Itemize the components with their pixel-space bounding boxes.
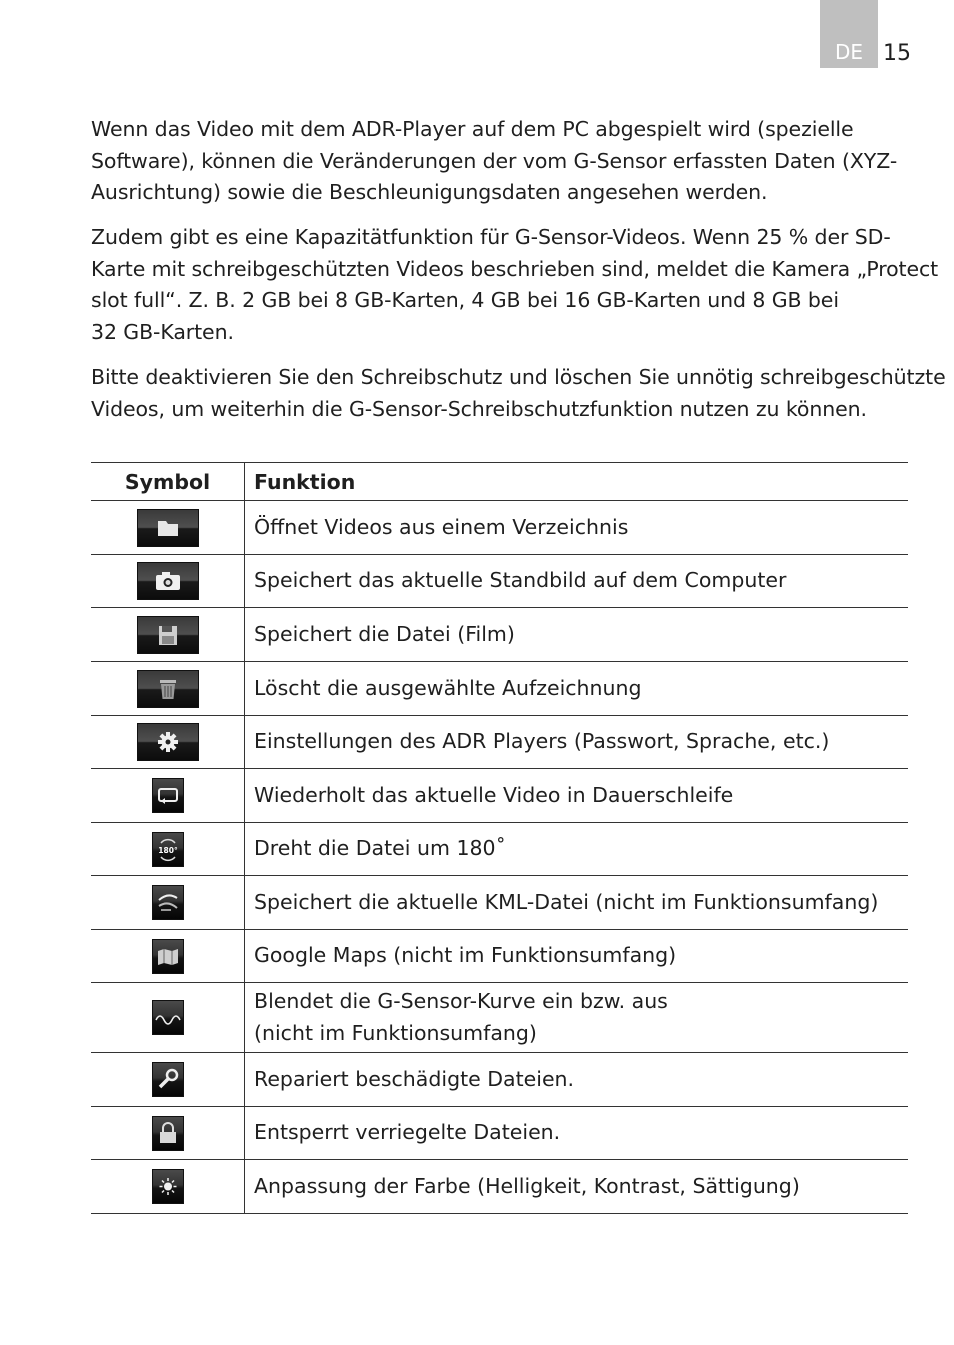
gear-icon [137, 723, 199, 761]
map-icon [152, 939, 184, 974]
table-row [91, 1107, 908, 1160]
function-text: (nicht im Funktionsumfang) [254, 1020, 537, 1045]
function-text: Anpassung der Farbe (Helligkeit, Kontrast, Sättigung) [254, 1173, 800, 1198]
paragraph-line: 32 GB-Karten. [91, 319, 234, 344]
language-tab [820, 0, 878, 68]
column-header-symbol: Symbol [91, 463, 245, 501]
paragraph-line: Wenn das Video mit dem ADR-Player auf dem PC abgespielt wird (spezielle [91, 117, 854, 141]
paragraph-capacity [91, 222, 939, 348]
paragraph-line: Ausrichtung) sowie die Beschleunigungsdaten angesehen werden. [91, 180, 768, 204]
wave-curve-icon [152, 1000, 184, 1035]
loop-icon [152, 778, 184, 813]
paragraph-line: Bitte deaktivieren Sie den Schreibschutz und löschen Sie unnötig schreibgeschützte [91, 365, 946, 389]
camera-icon [137, 562, 199, 600]
function-text: Repariert beschädigte Dateien. [254, 1066, 575, 1091]
symbol-function-table [91, 462, 908, 1214]
paragraph-line: Karte mit schreibgeschützten Videos beschrieben sind, meldet die Kamera „Protect [91, 256, 939, 281]
paragraph-playback [91, 114, 901, 209]
table-row [91, 608, 908, 662]
table-row [91, 930, 908, 983]
table-row [91, 1160, 908, 1214]
function-text: Blendet die G-Sensor-Kurve ein bzw. aus [254, 989, 668, 1013]
table-row [91, 769, 908, 823]
function-text: Speichert die aktuelle KML-Datei (nicht im Funktionsumfang) [254, 889, 879, 914]
brightness-icon [152, 1169, 184, 1204]
save-film-icon [137, 616, 199, 654]
rotate-icon-label: 180° [157, 845, 178, 855]
function-text: Google Maps (nicht im Funktionsumfang) [254, 943, 677, 968]
function-text: Entsperrt verriegelte Dateien. [254, 1120, 561, 1145]
table-header-row [91, 463, 908, 501]
column-header-function: Funktion [245, 463, 909, 501]
function-text: Speichert das aktuelle Standbild auf dem Computer [254, 568, 787, 593]
table-row [91, 716, 908, 769]
paragraph-line: Videos, um weiterhin die G-Sensor-Schreibschutzfunktion nutzen zu können. [91, 396, 867, 421]
language-label: DE [834, 40, 864, 64]
function-text: Einstellungen des ADR Players (Passwort, Sprache, etc.) [254, 729, 830, 754]
paragraph-line: Zudem gibt es eine Kapazitätfunktion für G-Sensor-Videos. Wenn 25 % der SD- [91, 225, 891, 249]
table-row [91, 1053, 908, 1107]
folder-icon [137, 509, 199, 547]
table-row [91, 983, 908, 1053]
table-row [91, 501, 908, 555]
function-text: Speichert die Datei (Film) [254, 621, 515, 646]
table-row [91, 823, 908, 876]
function-text: Dreht die Datei um 180˚ [254, 836, 506, 861]
table-row [91, 662, 908, 716]
paragraph-line: slot full“. Z. B. 2 GB bei 8 GB-Karten, 4 GB bei 16 GB-Karten und 8 GB bei [91, 288, 839, 312]
table-row [91, 876, 908, 930]
function-text: Löscht die ausgewählte Aufzeichnung [254, 675, 642, 700]
rotate-180-icon [152, 832, 184, 867]
paragraph-line: Software), können die Veränderungen der vom G-Sensor erfassten Daten (XYZ- [91, 148, 898, 173]
lock-icon [152, 1116, 184, 1151]
page-number: 15 [883, 41, 911, 66]
kml-save-icon [152, 885, 184, 920]
table-row [91, 555, 908, 608]
trash-icon [137, 670, 199, 708]
function-text: Wiederholt das aktuelle Video in Dauerschleife [254, 782, 734, 807]
function-text: Öffnet Videos aus einem Verzeichnis [254, 514, 629, 539]
wrench-icon [152, 1062, 184, 1097]
paragraph-write-protect [91, 362, 946, 425]
